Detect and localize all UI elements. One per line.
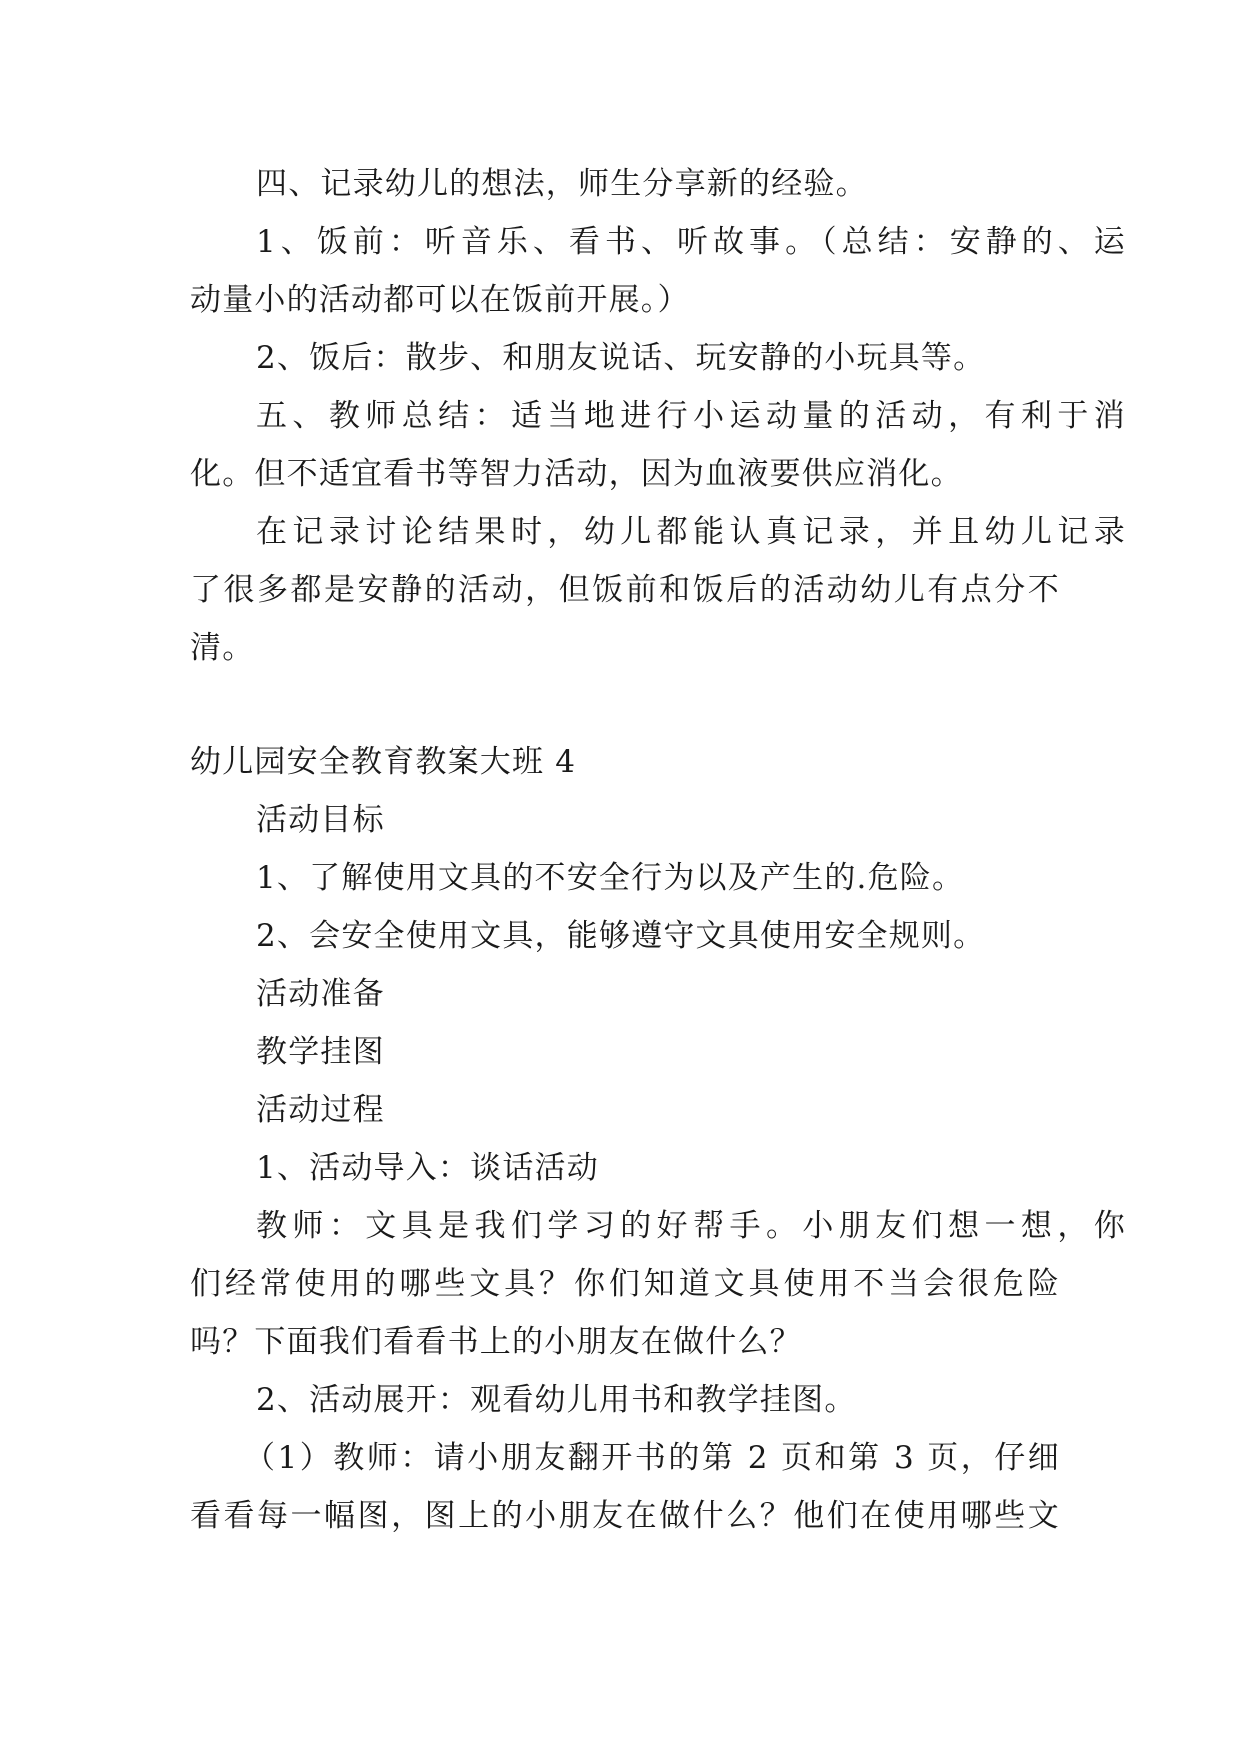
paragraph-line: 吗？下面我们看看书上的小朋友在做什么？ xyxy=(190,1324,802,1360)
paragraph-line: 四、记录幼儿的想法，师生分享新的经验。 xyxy=(256,166,868,202)
paragraph-line: 五、教师总结：适当地进行小运动量的活动，有利于消 xyxy=(256,398,1126,434)
paragraph-line: 1、饭前：听音乐、看书、听故事。（总结：安静的、运 xyxy=(256,224,1126,260)
paragraph-line: 动量小的活动都可以在饭前开展。） xyxy=(190,282,690,318)
paragraph-line: 教学挂图 xyxy=(256,1034,385,1070)
section-title: 幼儿园安全教育教案大班 4 xyxy=(190,744,577,780)
list-item: 2、会安全使用文具，能够遵守文具使用安全规则。 xyxy=(256,918,986,954)
subheading: 活动过程 xyxy=(256,1092,385,1128)
list-item: 2、活动展开：观看幼儿用书和教学挂图。 xyxy=(256,1382,857,1418)
paragraph-line: 化。但不适宜看书等智力活动，因为血液要供应消化。 xyxy=(190,456,963,492)
paragraph-line: 看看每一幅图，图上的小朋友在做什么？他们在使用哪些文 xyxy=(190,1498,1060,1534)
subheading: 活动准备 xyxy=(256,976,385,1012)
list-item: 1、了解使用文具的不安全行为以及产生的.危险。 xyxy=(256,860,965,896)
subheading: 活动目标 xyxy=(256,802,385,838)
paragraph-line: （1）教师：请小朋友翻开书的第 2 页和第 3 页，仔细 xyxy=(244,1440,1060,1476)
paragraph-line: 们经常使用的哪些文具？你们知道文具使用不当会很危险 xyxy=(190,1266,1060,1302)
paragraph-line: 2、饭后：散步、和朋友说话、玩安静的小玩具等。 xyxy=(256,340,986,376)
paragraph-line: 清。 xyxy=(190,630,255,666)
paragraph-line: 教师：文具是我们学习的好帮手。小朋友们想一想，你 xyxy=(256,1208,1126,1244)
paragraph-line: 了很多都是安静的活动，但饭前和饭后的活动幼儿有点分不 xyxy=(190,572,1060,608)
list-item: 1、活动导入：谈话活动 xyxy=(256,1150,599,1186)
paragraph-line: 在记录讨论结果时，幼儿都能认真记录，并且幼儿记录 xyxy=(256,514,1126,550)
